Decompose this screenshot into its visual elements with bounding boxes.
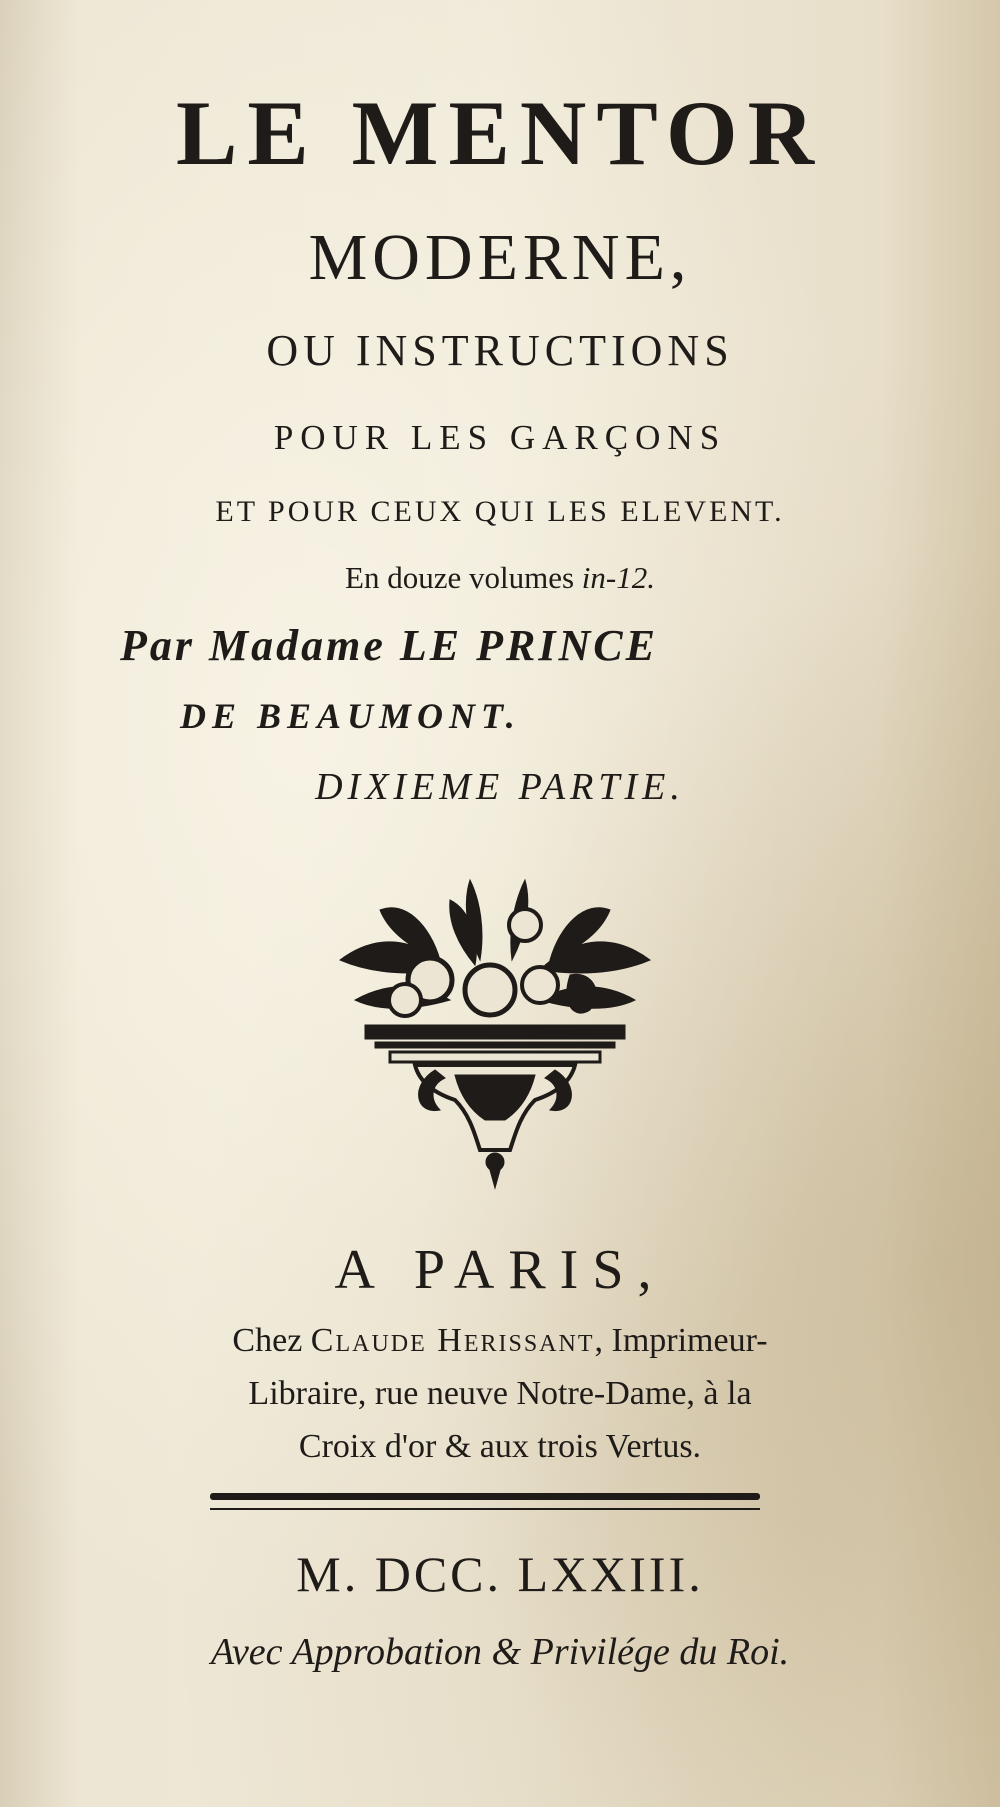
- title-line-3: OU INSTRUCTIONS: [266, 326, 734, 375]
- volumes-format: in-12.: [581, 560, 655, 595]
- volumes-text: En douze volumes: [345, 560, 582, 595]
- privilege-statement: Avec Approbation & Privilége du Roi.: [210, 1631, 790, 1673]
- author-line-1: Par Madame LE PRINCE: [120, 621, 658, 670]
- imprint-printer-name: Claude Herissant: [310, 1322, 595, 1359]
- title-line-5: ET POUR CEUX QUI LES ELEVENT.: [215, 495, 785, 528]
- title-line-1: LE MENTOR: [175, 82, 825, 184]
- imprint-place: A PARIS,: [334, 1239, 666, 1301]
- imprint-chez: Chez: [232, 1322, 311, 1359]
- thick-rule: [210, 1493, 760, 1500]
- imprint-line-1-rest: , Imprimeur-: [594, 1322, 768, 1359]
- imprint-line-1: [0, 1322, 1000, 1360]
- publication-year: M. DCC. LXXIII.: [296, 1546, 704, 1602]
- imprint-line-3: Croix d'or & aux trois Vertus.: [298, 1428, 702, 1465]
- title-line-2: MODERNE,: [308, 221, 692, 294]
- title-line-4: POUR LES GARÇONS: [273, 418, 727, 457]
- fruit-basket-ornament-icon: [320, 870, 670, 1190]
- volumes-note: [0, 560, 1000, 596]
- author-line-2: DE BEAUMONT.: [180, 696, 521, 736]
- imprint-line-2: Libraire, rue neuve Notre-Dame, à la: [248, 1375, 752, 1412]
- thin-rule: [210, 1508, 760, 1510]
- part-label: DIXIEME PARTIE.: [315, 766, 685, 808]
